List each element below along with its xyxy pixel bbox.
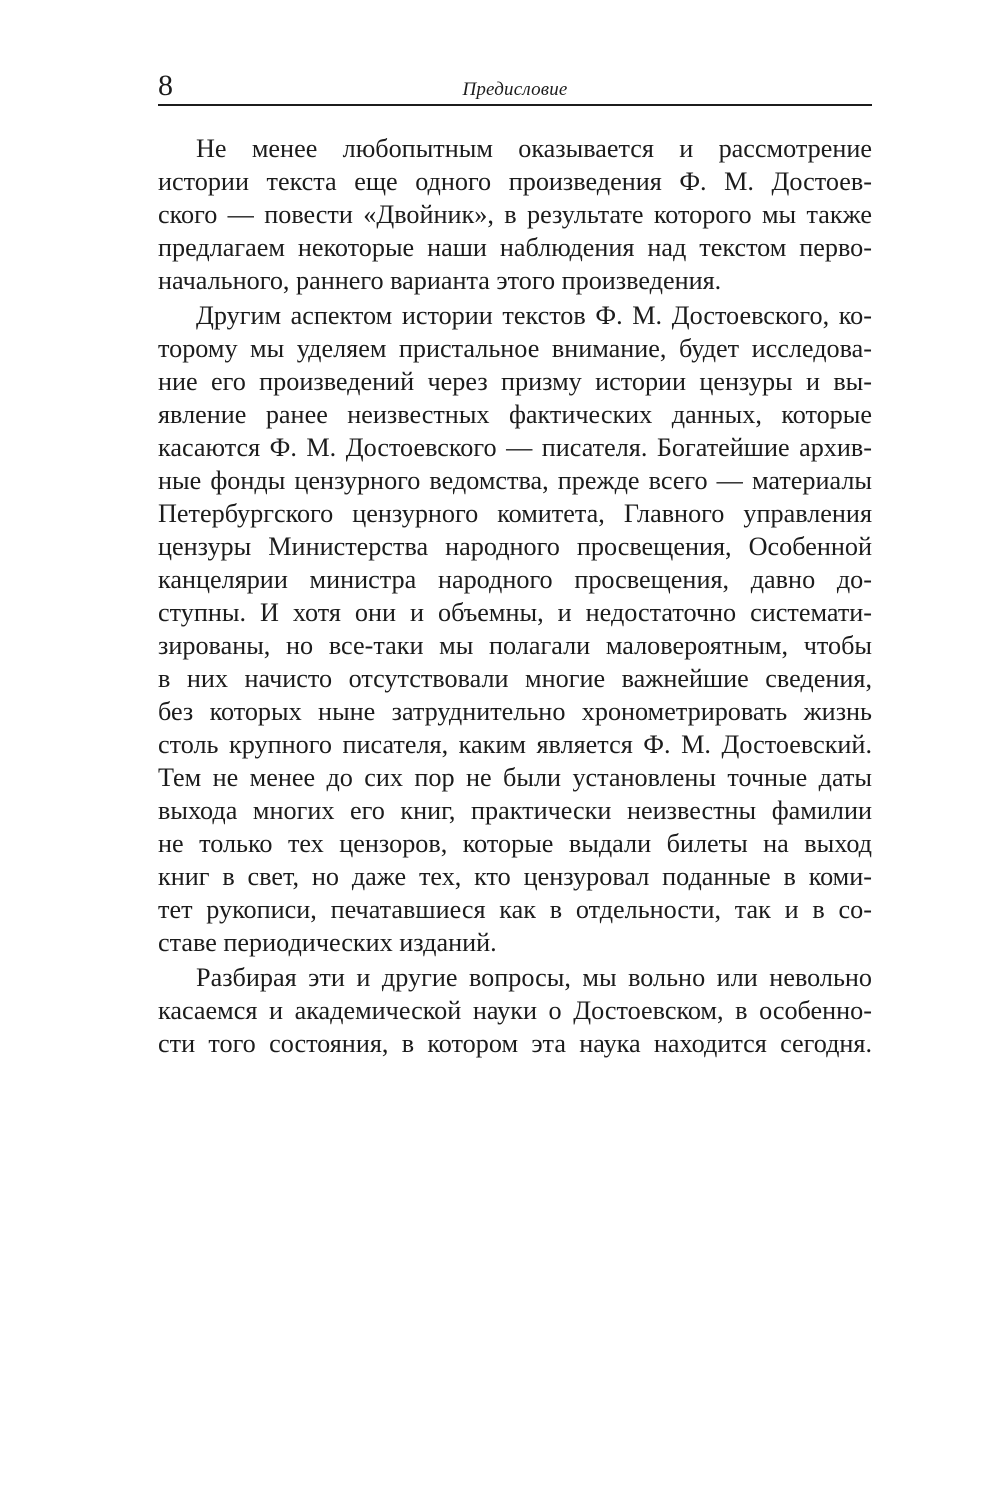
paragraph-1 [158,132,872,297]
text-line: ступны. И хотя они и объемны, и недостаточно системати- [158,598,872,627]
text-line: ского — повести «Двойник», в результате которого мы также [158,200,872,229]
text-line: начального, раннего варианта этого произведения. [158,266,722,295]
text-line: предлагаем некоторые наши наблюдения над текстом перво- [158,233,872,262]
text-line: Разбирая эти и другие вопросы, мы вольно или невольно [196,963,872,992]
running-header [158,68,872,106]
text-line: явление ранее неизвестных фактических данных, которые [158,400,872,429]
text-line: тет рукописи, печатавшиеся как в отдельности, так и в со- [158,895,872,924]
text-line: канцелярии министра народного просвещения, давно до- [158,565,872,594]
text-line: касаемся и академической науки о Достоевском, в особенно- [158,996,872,1025]
text-line: без которых ныне затруднительно хронометрировать жизнь [158,697,872,726]
text-line: книг в свет, но даже тех, кто цензуровал поданные в коми- [158,862,872,891]
text-line: касаются Ф. М. Достоевского — писателя. Богатейшие архив- [158,433,872,462]
paragraph-3 [158,961,872,1060]
text-line: торому мы уделяем пристальное внимание, будет исследова- [158,334,872,363]
paragraph-2 [158,299,872,959]
text-line: сти того состояния, в котором эта наука находится сегодня. [158,1029,872,1058]
text-line: столь крупного писателя, каким является Ф. М. Достоевский. [158,730,872,759]
text-line: цензуры Министерства народного просвещения, Особенной [158,532,872,561]
text-line: ставе периодических изданий. [158,928,497,957]
text-line: истории текста еще одного произведения Ф. М. Достоев- [158,167,872,196]
text-line: зированы, но все-таки мы полагали маловероятным, чтобы [158,631,872,660]
text-line: Другим аспектом истории текстов Ф. М. Достоевского, ко- [196,301,872,330]
text-line: не только тех цензоров, которые выдали билеты на выход [158,829,872,858]
text-line: Не менее любопытным оказывается и рассмотрение [196,134,872,163]
text-line: в них начисто отсутствовали многие важнейшие сведения, [158,664,872,693]
book-page [158,68,872,1060]
body-text [158,132,872,1060]
text-line: ные фонды цензурного ведомства, прежде всего — материалы [158,466,872,495]
text-line: Тем не менее до сих пор не были установлены точные даты [158,763,872,792]
text-line: выхода многих его книг, практически неизвестны фамилии [158,796,872,825]
section-title: Предисловие [462,79,568,100]
text-line: ние его произведений через призму истории цензуры и вы- [158,367,872,396]
page-number: 8 [158,69,173,102]
text-line: Петербургского цензурного комитета, Главного управления [158,499,872,528]
